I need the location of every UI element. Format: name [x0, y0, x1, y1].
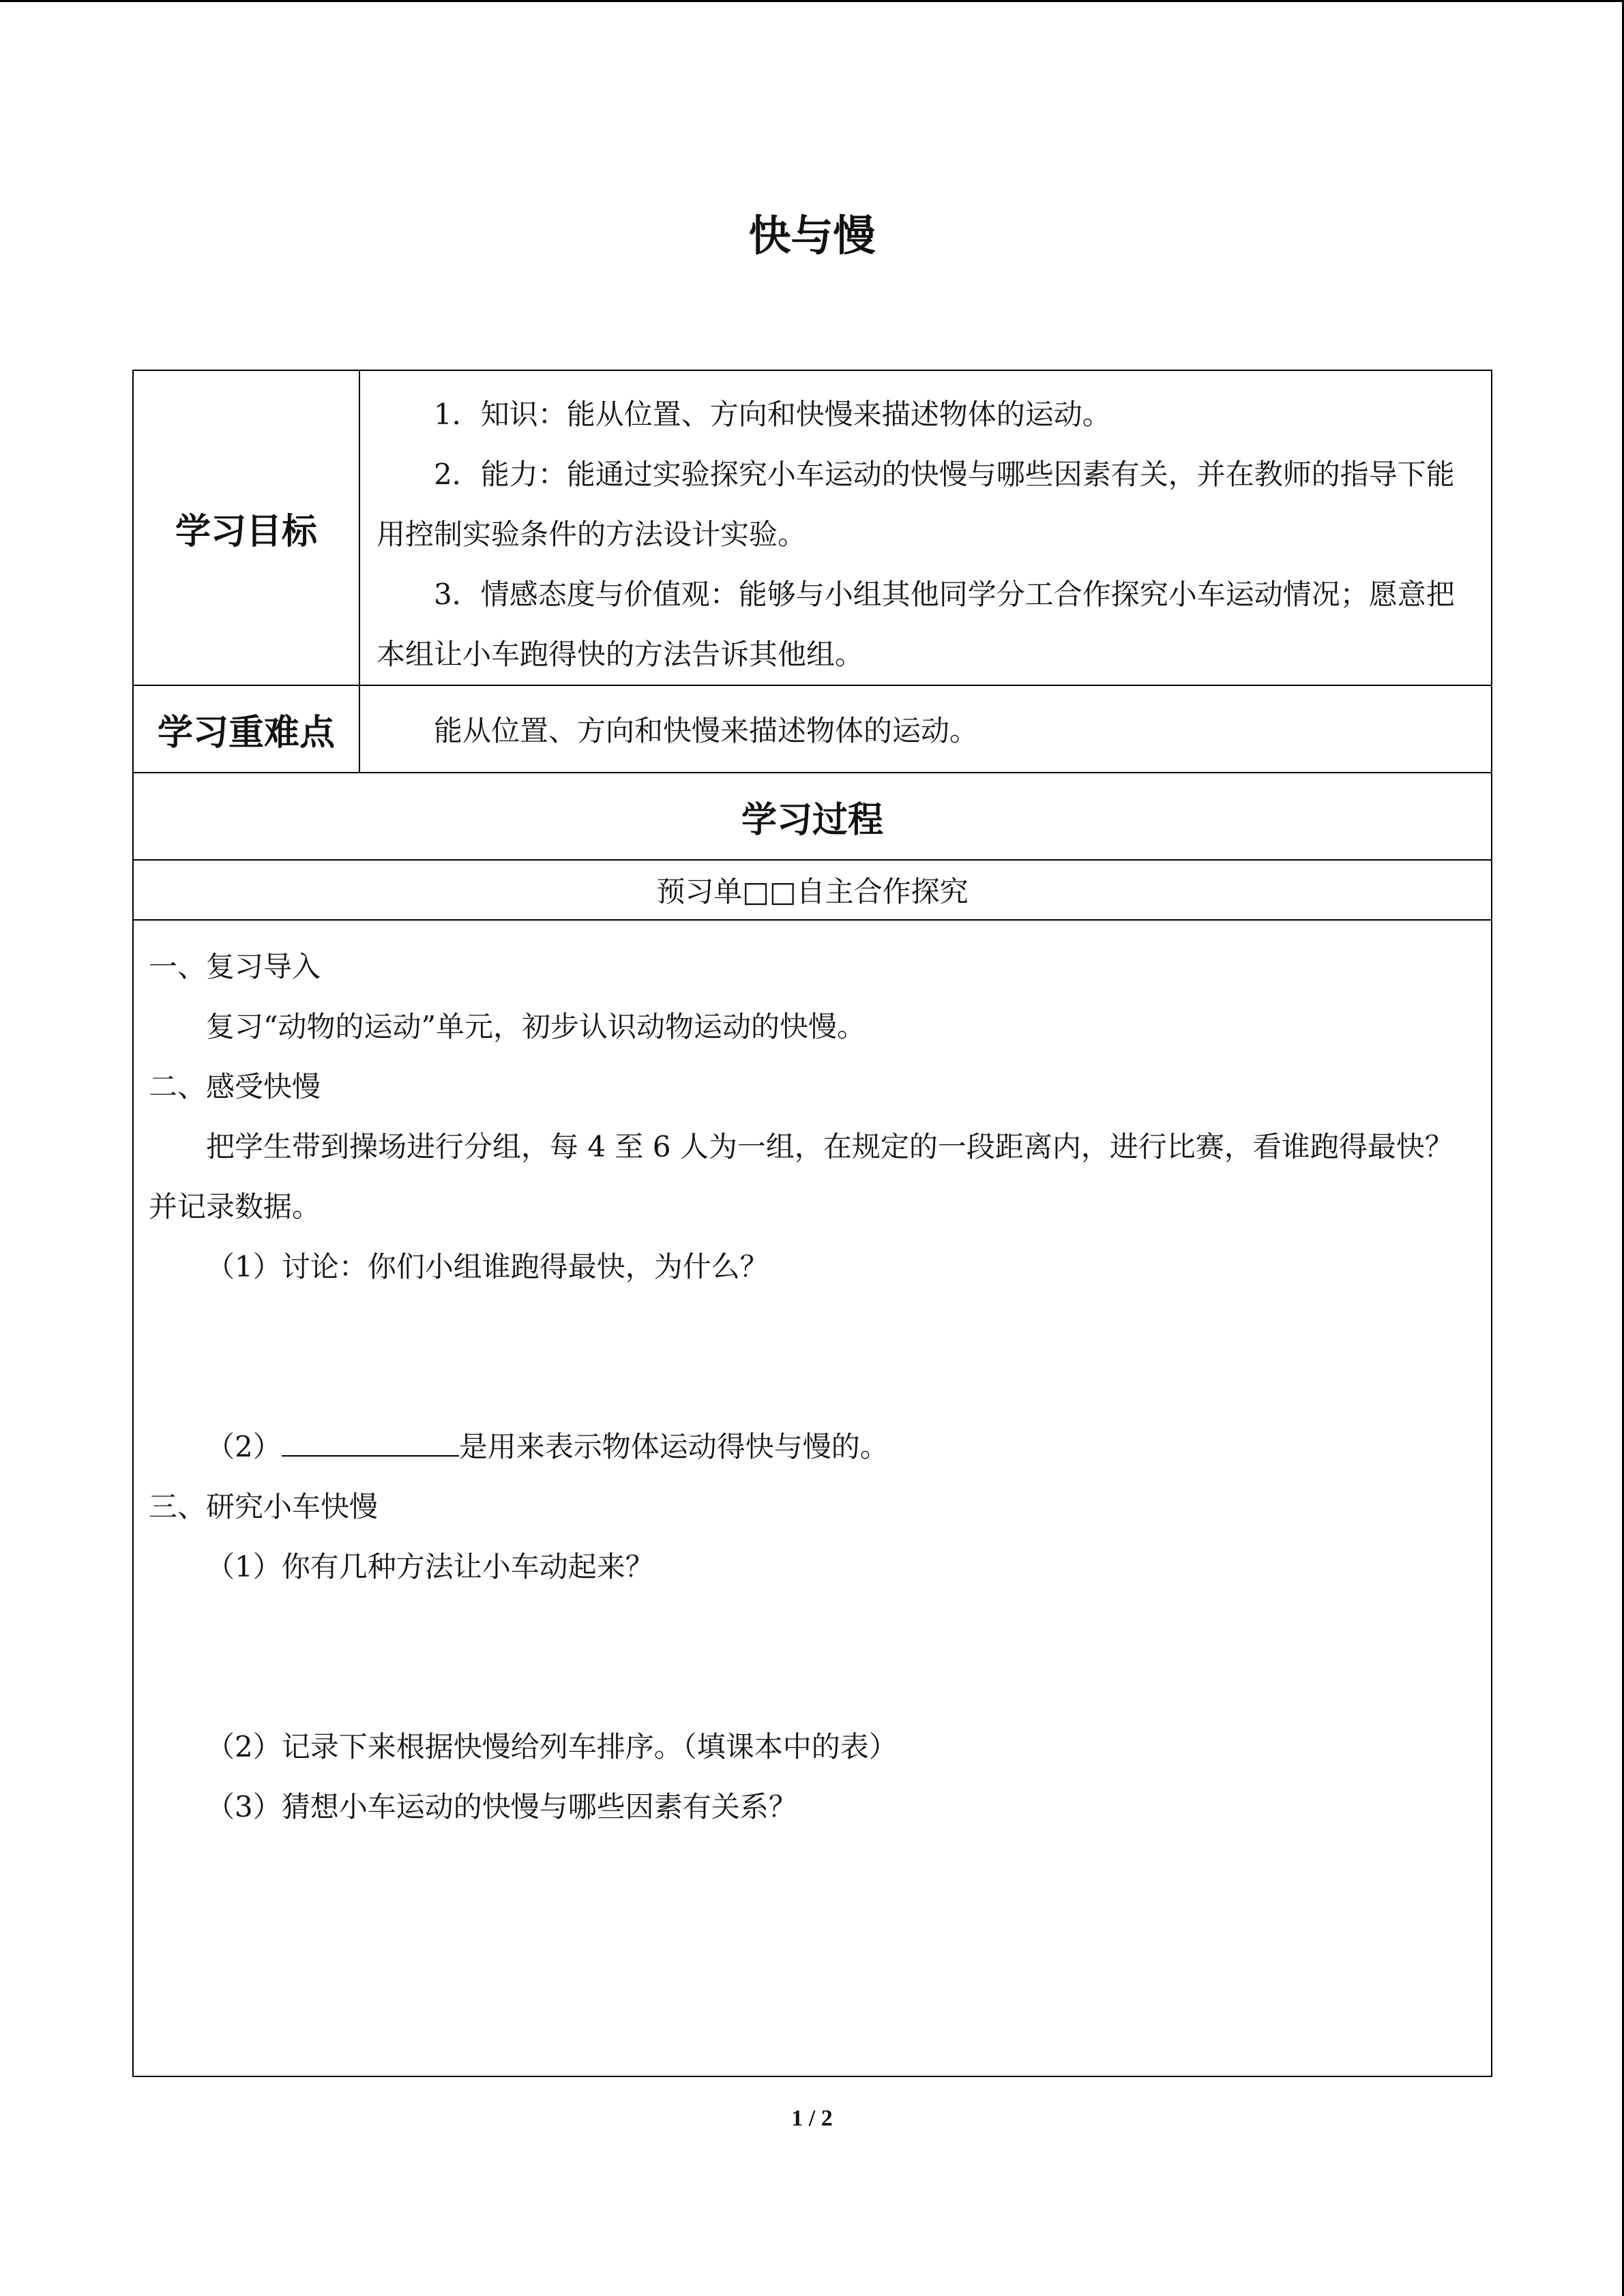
answer-space [149, 1597, 1471, 1717]
process-label: 学习过程 [133, 773, 1492, 860]
section-title: 二、感受快慢 [149, 1070, 321, 1103]
answer-space [149, 1297, 1471, 1417]
key-points-content [359, 685, 1492, 773]
process-row [133, 773, 1492, 860]
question-item: （2）记录下来根据快慢给列车排序。（填课本中的表） [206, 1730, 898, 1763]
question-item: （1）讨论：你们小组谁跑得最快，为什么？ [206, 1250, 769, 1283]
fill-blank[interactable] [282, 1425, 459, 1457]
page-number: 1 / 2 [791, 2106, 833, 2131]
key-points-text: 能从位置、方向和快慢来描述物体的运动。 [434, 714, 979, 747]
section-title: 一、复习导入 [149, 950, 321, 983]
objective-item: 2．能力：能通过实验探究小车运动的快慢与哪些因素有关，并在教师的指导下能用控制实验条件的方法设计实验。 [377, 458, 1455, 551]
body-row [133, 920, 1492, 2076]
objectives-row [133, 370, 1492, 685]
objectives-label: 学习目标 [133, 370, 359, 685]
lesson-table [132, 370, 1492, 2077]
question-item: （1）你有几种方法让小车动起来？ [206, 1550, 654, 1583]
section-title: 三、研究小车快慢 [149, 1490, 379, 1523]
objective-item: 1．知识：能从位置、方向和快慢来描述物体的运动。 [434, 398, 1111, 431]
page-border-top [0, 0, 1624, 2]
fill-blank-question [149, 1417, 1471, 1477]
preview-label: 预习单□□自主合作探究 [133, 860, 1492, 920]
preview-row [133, 860, 1492, 920]
question-item: （3）猜想小车运动的快慢与哪些因素有关系？ [206, 1790, 797, 1823]
section-text: 复习“动物的运动”单元，初步认识动物运动的快慢。 [206, 1010, 866, 1043]
objective-item: 3．情感态度与价值观：能够与小组其他同学分工合作探究小车运动情况；愿意把本组让小车跑得快的方法告诉其他组。 [377, 578, 1455, 671]
key-points-label: 学习重难点 [133, 685, 359, 773]
section-text: 把学生带到操场进行分组，每 4 至 6 人为一组，在规定的一段距离内，进行比赛，看谁跑得最快？并记录数据。 [149, 1130, 1453, 1223]
question-suffix: 是用来表示物体运动得快与慢的。 [458, 1430, 889, 1463]
process-body [133, 920, 1492, 2076]
key-points-row [133, 685, 1492, 773]
page-title: 快与慢 [748, 211, 876, 260]
question-prefix: （2） [206, 1430, 282, 1463]
objectives-content [359, 370, 1492, 685]
